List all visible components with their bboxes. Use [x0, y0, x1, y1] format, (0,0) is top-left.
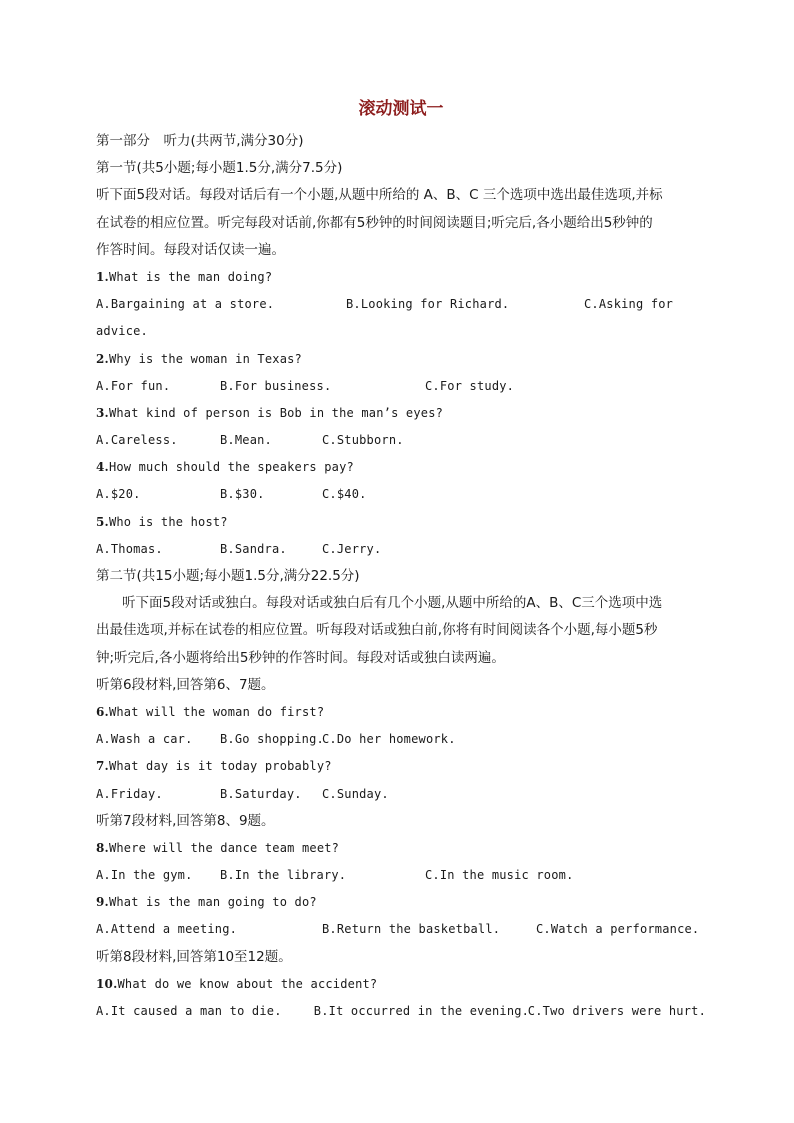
exam-page	[96, 96, 706, 1025]
question-4	[96, 454, 706, 481]
option-c: C.Stubborn.	[322, 433, 404, 448]
options-10	[96, 998, 706, 1025]
question-number: 4.	[96, 460, 109, 475]
options-1	[96, 291, 706, 318]
question-number: 9.	[96, 895, 109, 910]
options-7	[96, 781, 706, 808]
question-number: 2.	[96, 351, 109, 366]
option-c: C.Asking for	[584, 297, 674, 312]
question-5	[96, 509, 706, 536]
question-text: What is the man going to do?	[108, 895, 317, 910]
option-b: B.Mean.	[220, 433, 272, 448]
option-b: B.For business.	[220, 378, 332, 393]
option-c-continued: advice.	[96, 324, 148, 339]
material-heading: 听第6段材料,回答第6、7题。	[96, 676, 275, 693]
question-1	[96, 264, 706, 291]
option-a: A.In the gym.	[96, 868, 193, 883]
option-a: A.It caused a man to die.	[96, 1004, 282, 1018]
option-b: B.Sandra.	[220, 541, 287, 556]
option-b: B.In the library.	[220, 868, 347, 883]
options-8	[96, 862, 706, 889]
section-heading: 第二节(共15小题;每小题1.5分,满分22.5分)	[96, 568, 360, 584]
material-heading: 听第8段材料,回答第10至12题。	[96, 948, 292, 965]
page-title: 滚动测试一	[358, 99, 444, 119]
question-number: 1.	[96, 269, 109, 284]
instructions-line: 作答时间。每段对话仅读一遍。	[96, 241, 285, 258]
part-heading: 第一部分 听力(共两节,满分30分)	[96, 133, 304, 149]
question-3	[96, 400, 706, 427]
instructions-line: 钟;听完后,各小题将给出5秒钟的作答时间。每段对话或独白读两遍。	[96, 649, 505, 666]
question-text: What do we know about the accident?	[117, 976, 378, 991]
option-a: A.Careless.	[96, 433, 178, 448]
question-7	[96, 753, 706, 780]
section-heading: 第一节(共5小题;每小题1.5分,满分7.5分)	[96, 160, 343, 177]
options-5	[96, 536, 706, 563]
options-9	[96, 916, 706, 943]
options-6	[96, 726, 706, 753]
question-text: What will the woman do first?	[108, 704, 325, 719]
question-text: What kind of person is Bob in the man’s eyes?	[108, 405, 444, 420]
option-c: C.In the music room.	[425, 868, 574, 883]
instructions-line: 出最佳选项,并标在试卷的相应位置。听每段对话或独白前,你将有时间阅读各个小题,每小题5秒	[96, 622, 658, 639]
question-number: 3.	[96, 405, 109, 420]
instructions-line: 听下面5段对话或独白。每段对话或独白后有几个小题,从题中所给的A、B、C三个选项中选	[122, 595, 663, 612]
option-a: A.For fun.	[96, 378, 171, 393]
option-a: A.$20.	[96, 487, 141, 502]
question-text: What day is it today probably?	[108, 759, 332, 774]
option-b: B.Return the basketball.	[322, 922, 501, 937]
question-text: Who is the host?	[108, 514, 228, 529]
question-number: 10.	[96, 976, 118, 991]
question-number: 7.	[96, 759, 109, 774]
option-a: A.Bargaining at a store.	[96, 297, 275, 312]
option-c: C.$40.	[322, 487, 367, 502]
option-c: C.Two drivers were hurt.	[527, 1004, 706, 1018]
option-a: A.Friday.	[96, 786, 163, 801]
option-b: B.$30.	[220, 487, 265, 502]
option-c: C.Jerry.	[322, 541, 382, 556]
question-number: 5.	[96, 514, 109, 529]
question-number: 8.	[96, 840, 109, 855]
instructions-line: 在试卷的相应位置。听完每段对话前,你都有5秒钟的时间阅读题目;听完后,各小题给出5秒钟的	[96, 214, 653, 231]
question-6	[96, 699, 706, 726]
question-8	[96, 835, 706, 862]
option-a: A.Attend a meeting.	[96, 922, 238, 937]
material-heading: 听第7段材料,回答第8、9题。	[96, 812, 275, 829]
question-text: Why is the woman in Texas?	[108, 351, 302, 366]
options-2	[96, 373, 706, 400]
option-b: B.Go shopping.	[220, 732, 324, 747]
options-4	[96, 481, 706, 508]
option-a: A.Wash a car.	[96, 732, 193, 747]
option-c: C.For study.	[425, 378, 515, 393]
question-text: Where will the dance team meet?	[108, 840, 340, 855]
option-a: A.Thomas.	[96, 541, 163, 556]
option-b: B.It occurred in the evening.	[313, 1004, 530, 1018]
options-3	[96, 427, 706, 454]
question-number: 6.	[96, 704, 109, 719]
question-text: What is the man doing?	[108, 269, 273, 284]
option-c: C.Sunday.	[322, 786, 389, 801]
option-b: B.Saturday.	[220, 786, 302, 801]
question-9	[96, 889, 706, 916]
option-b: B.Looking for Richard.	[346, 297, 510, 312]
question-10	[96, 971, 706, 998]
option-c: C.Watch a performance.	[536, 922, 700, 937]
option-c: C.Do her homework.	[322, 732, 456, 747]
question-2	[96, 346, 706, 373]
question-text: How much should the speakers pay?	[108, 460, 354, 475]
instructions-line: 听下面5段对话。每段对话后有一个小题,从题中所给的 A、B、C 三个选项中选出最佳选项,并标	[96, 187, 663, 204]
